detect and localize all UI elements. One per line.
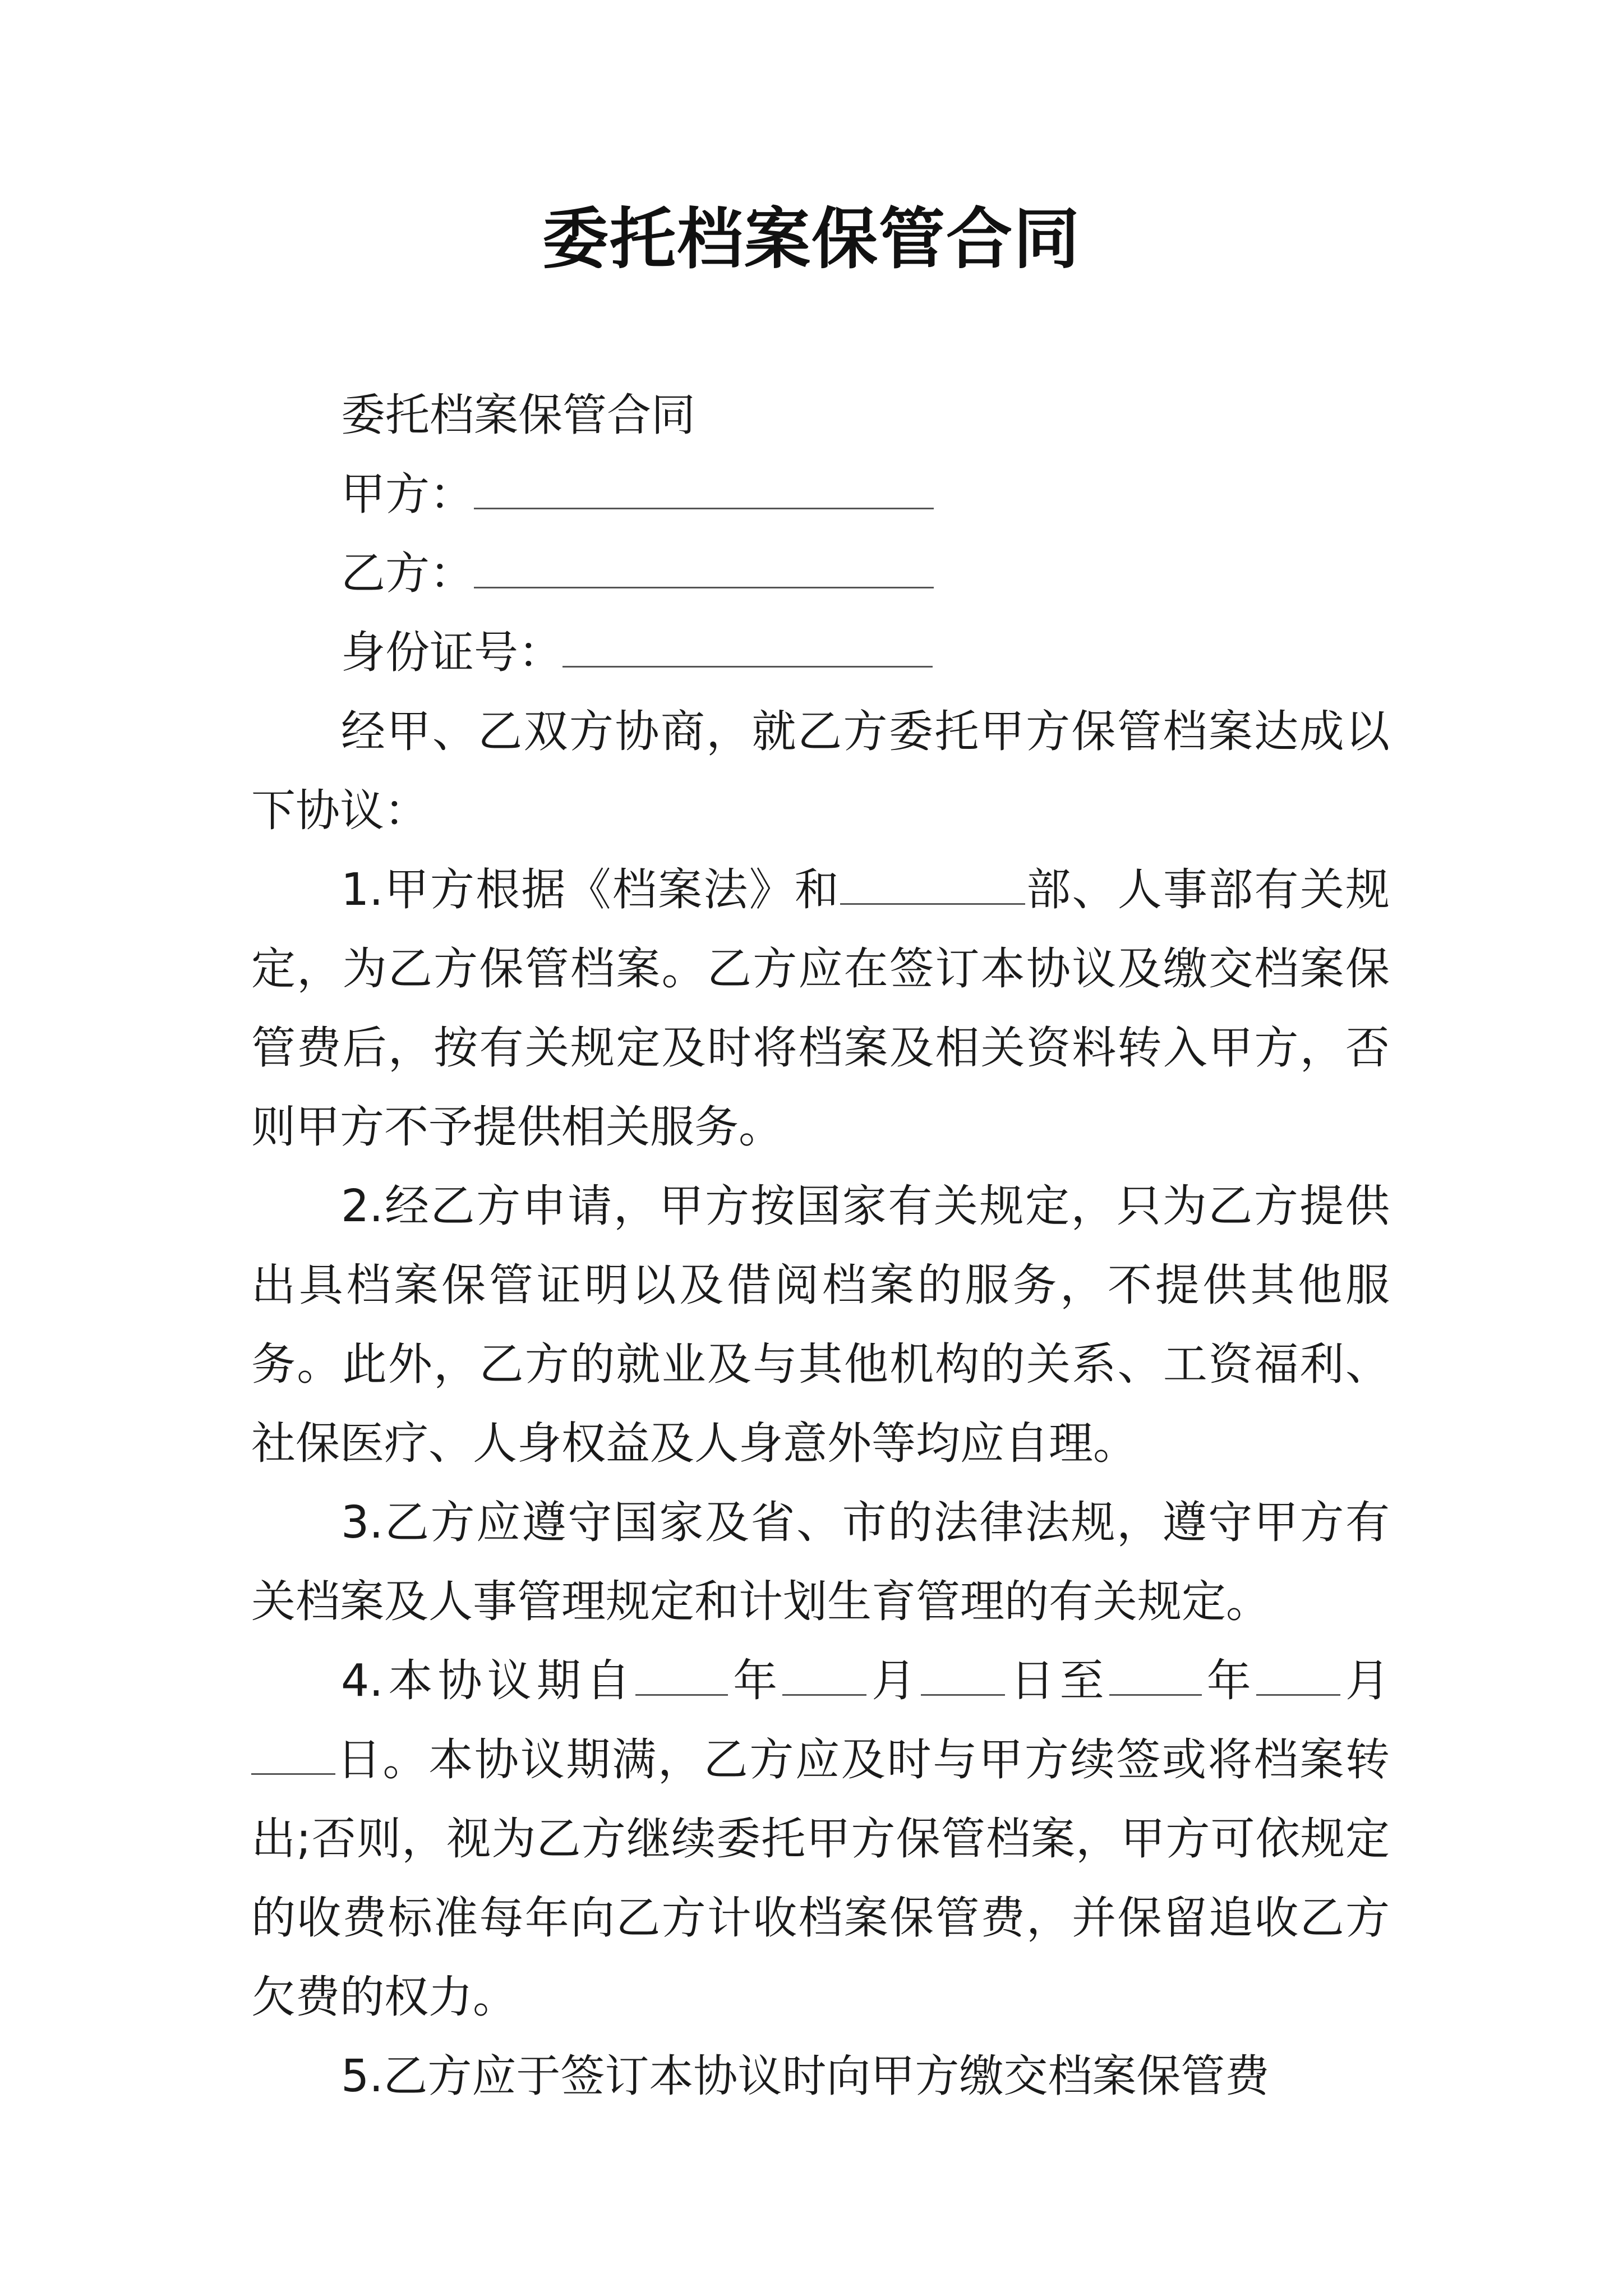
end-day-blank xyxy=(251,1738,335,1775)
clause-4 xyxy=(251,1641,1390,2037)
id-number-label: 身份证号： xyxy=(341,627,562,678)
clause-3: 3.乙方应遵守国家及省、市的法律法规，遵守甲方有关档案及人事管理规定和计划生育管理的有关规定。 xyxy=(251,1497,1390,1627)
id-number-blank xyxy=(562,631,933,668)
end-month-label: 月 xyxy=(1340,1655,1390,1706)
document-body xyxy=(251,376,1390,2116)
clause-5: 5.乙方应于签订本协议时向甲方缴交档案保管费 xyxy=(341,2050,1270,2102)
end-year-blank xyxy=(1109,1659,1202,1696)
intro-paragraph: 经甲、乙双方协商，就乙方委托甲方保管档案达成以下协议： xyxy=(251,706,1390,836)
party-a-line xyxy=(251,455,1390,534)
clause-1-after: 部、人事部有关规定，为乙方保管档案。乙方应在签订本协议及缴交档案保管费后，按有关规定及时将档案及相关资料转入甲方，否则甲方不予提供相关服务。 xyxy=(251,864,1390,1153)
clause-1 xyxy=(251,850,1390,1167)
end-month-blank xyxy=(1256,1659,1340,1696)
party-a-label: 甲方： xyxy=(341,468,474,520)
start-day-blank xyxy=(921,1659,1005,1696)
party-a-blank xyxy=(474,473,934,509)
day-to-label: 日至 xyxy=(1005,1655,1109,1706)
start-year-blank xyxy=(635,1659,728,1696)
party-b-line xyxy=(251,534,1390,613)
id-number-line xyxy=(251,613,1390,692)
party-b-blank xyxy=(474,552,934,588)
party-b-label: 乙方： xyxy=(341,547,474,599)
contract-subtitle: 委托档案保管合同 xyxy=(341,389,695,441)
start-month-label: 月 xyxy=(866,1655,921,1706)
clause-2: 2.经乙方申请，甲方按国家有关规定，只为乙方提供出具档案保管证明以及借阅档案的服务，不提供其他服务。此外，乙方的就业及与其他机构的关系、工资福利、社保医疗、人身权益及人身意外等均应自理。 xyxy=(251,1180,1390,1469)
department-blank xyxy=(840,868,1025,905)
end-year-label: 年 xyxy=(1201,1655,1256,1706)
start-month-blank xyxy=(782,1659,866,1696)
clause-4-rest: 日。本协议期满，乙方应及时与甲方续签或将档案转出;否则，视为乙方继续委托甲方保管档案，甲方可依规定的收费标准每年向乙方计收档案保管费，并保留追收乙方欠费的权力。 xyxy=(251,1734,1390,2023)
clause-4-prefix: 4.本协议期自 xyxy=(341,1655,635,1706)
clause-1-before: 1.甲方根据《档案法》和 xyxy=(341,864,841,915)
start-year-label: 年 xyxy=(727,1655,783,1706)
document-title: 委托档案保管合同 xyxy=(542,200,1081,278)
